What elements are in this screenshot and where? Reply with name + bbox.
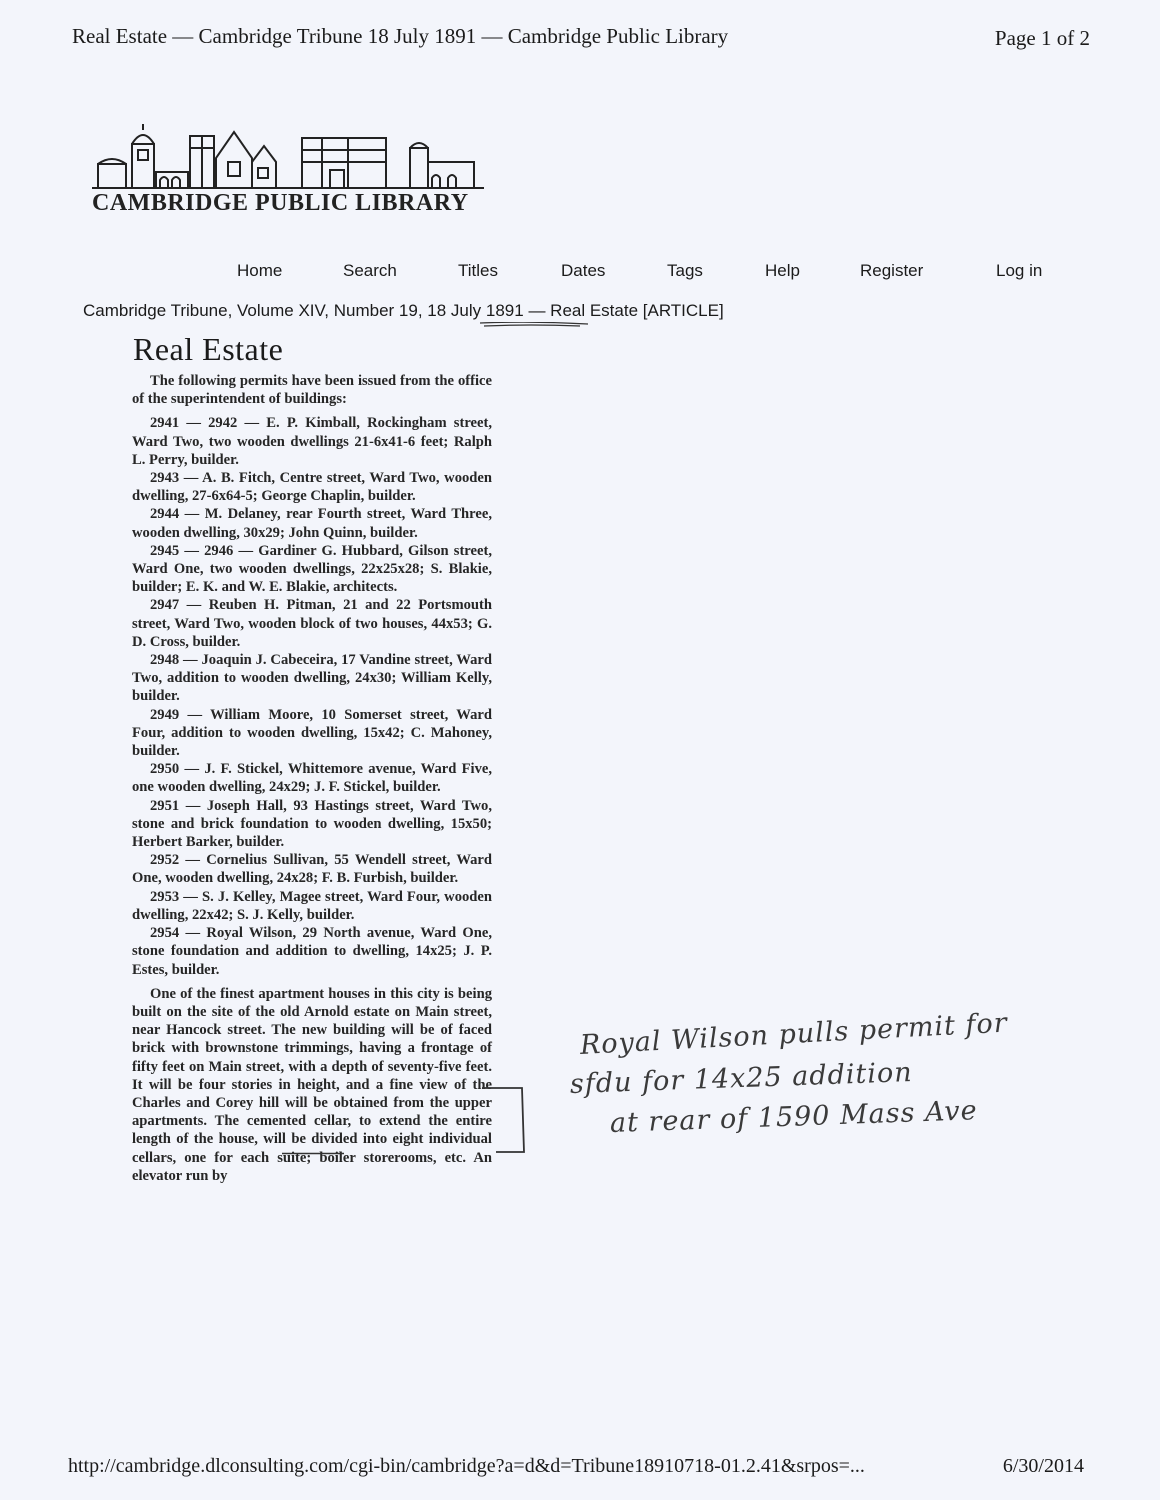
print-footer-url: http://cambridge.dlconsulting.com/cgi-bin/cambridge?a=d&d=Tribune18910718-01.2.41&srpos=...	[68, 1455, 865, 1477]
handwritten-line: sfdu for 14x25 addition	[569, 1057, 914, 1100]
print-header-title: Real Estate — Cambridge Tribune 18 July 1891 — Cambridge Public Library	[72, 24, 729, 48]
library-skyline-icon	[92, 124, 484, 190]
main-nav	[237, 261, 1057, 285]
nav-tags[interactable]: Tags	[667, 261, 703, 280]
permit-entry: 2947 — Reuben H. Pitman, 21 and 22 Portsmouth street, Ward Two, wooden block of two houses, 44x53; G. D. Cross, builder.	[132, 597, 492, 650]
permit-entry: 2950 — J. F. Stickel, Whittemore avenue, Ward Five, one wooden dwelling, 24x29; J. F. Stickel, builder.	[132, 761, 492, 796]
permit-entry: 2949 — William Moore, 10 Somerset street, Ward Four, addition to wooden dwelling, 15x42; C. Mahoney, builder.	[132, 706, 492, 760]
breadcrumb-publication[interactable]: Cambridge Tribune, Volume XIV, Number 19,	[83, 301, 423, 320]
permit-entry: 2951 — Joseph Hall, 93 Hastings street, Ward Two, stone and brick foundation to wooden dwelling, 15x50; Herbert Barker, builder.	[132, 797, 492, 851]
handwritten-line: at rear of 1590 Mass Ave	[609, 1095, 979, 1139]
nav-home[interactable]: Home	[237, 261, 283, 280]
nav-login[interactable]: Log in	[996, 261, 1043, 280]
article-intro: The following permits have been issued from the office of the superintendent of buildings:	[132, 373, 492, 408]
permit-entry: 2943 — A. B. Fitch, Centre street, Ward Two, wooden dwelling, 27-6x64-5; George Chaplin, builder.	[132, 470, 492, 505]
nav-dates[interactable]: Dates	[561, 261, 606, 280]
handwritten-note	[569, 1007, 1130, 1143]
handwritten-underline	[480, 322, 588, 327]
article-title: Real Estate	[133, 331, 284, 367]
library-logo[interactable]	[92, 124, 484, 217]
permit-entry: 2944 — M. Delaney, rear Fourth street, Ward Three, wooden dwelling, 30x29; John Quinn, builder.	[132, 506, 492, 541]
apartment-paragraph: One of the finest apartment houses in this city is being built on the site of the old Arnold estate on Main street, near Hancock street. The new building will be of faced brick with brownstone trimmings, having a frontage of fifty feet on Main street, with a depth of seventy-five feet. It will be four stories in height, and a fine view of the Charles and Corey hill will be obtained from the upper apartments. The cemented cellar, to extend the entire length of the house, will be divided into eight individual cellars, one for each suite; boiler storerooms, etc. An elevator run by	[132, 985, 492, 1184]
permit-entry: 2941 — 2942 — E. P. Kimball, Rockingham street, Ward Two, two wooden dwellings 21-6x41-6 feet; Ralph L. Perry, builder.	[132, 415, 492, 468]
breadcrumb	[83, 301, 724, 321]
nav-help[interactable]: Help	[765, 261, 800, 280]
breadcrumb-date[interactable]: 18 July 1891	[427, 301, 524, 320]
nav-register[interactable]: Register	[860, 261, 924, 280]
handwritten-bracket	[478, 1086, 528, 1154]
print-footer-date: 6/30/2014	[1002, 1455, 1084, 1477]
permit-entry: 2952 — Cornelius Sullivan, 55 Wendell street, Ward One, wooden dwelling, 24x28; F. B. Furbish, builder.	[132, 852, 492, 887]
nav-titles[interactable]: Titles	[458, 261, 498, 280]
library-name: CAMBRIDGE PUBLIC LIBRARY	[92, 190, 469, 216]
breadcrumb-article: — Real Estate [ARTICLE]	[528, 301, 724, 320]
nav-search[interactable]: Search	[343, 261, 397, 280]
print-header-page: Page 1 of 2	[994, 26, 1090, 50]
article-body	[132, 372, 492, 1185]
permit-entry-royal-wilson: 2954 — Royal Wilson, 29 North avenue, Ward One, stone foundation and addition to dwelling, 14x25; J. P. Estes, builder.	[132, 925, 492, 978]
permit-entry: 2948 — Joaquin J. Cabeceira, 17 Vandine street, Ward Two, addition to wooden dwelling, 24x30; William Kelly, builder.	[132, 652, 492, 705]
handwritten-line: Royal Wilson pulls permit for	[579, 1007, 1009, 1061]
permit-entry: 2953 — S. J. Kelley, Magee street, Ward Four, wooden dwelling, 22x42; S. J. Kelly, builder.	[132, 888, 492, 923]
permit-entry: 2945 — 2946 — Gardiner G. Hubbard, Gilson street, Ward One, two wooden dwellings, 22x25x28; S. Blakie, builder; E. K. and W. E. Blakie, architects.	[132, 542, 492, 596]
handwritten-underline	[282, 1152, 344, 1155]
